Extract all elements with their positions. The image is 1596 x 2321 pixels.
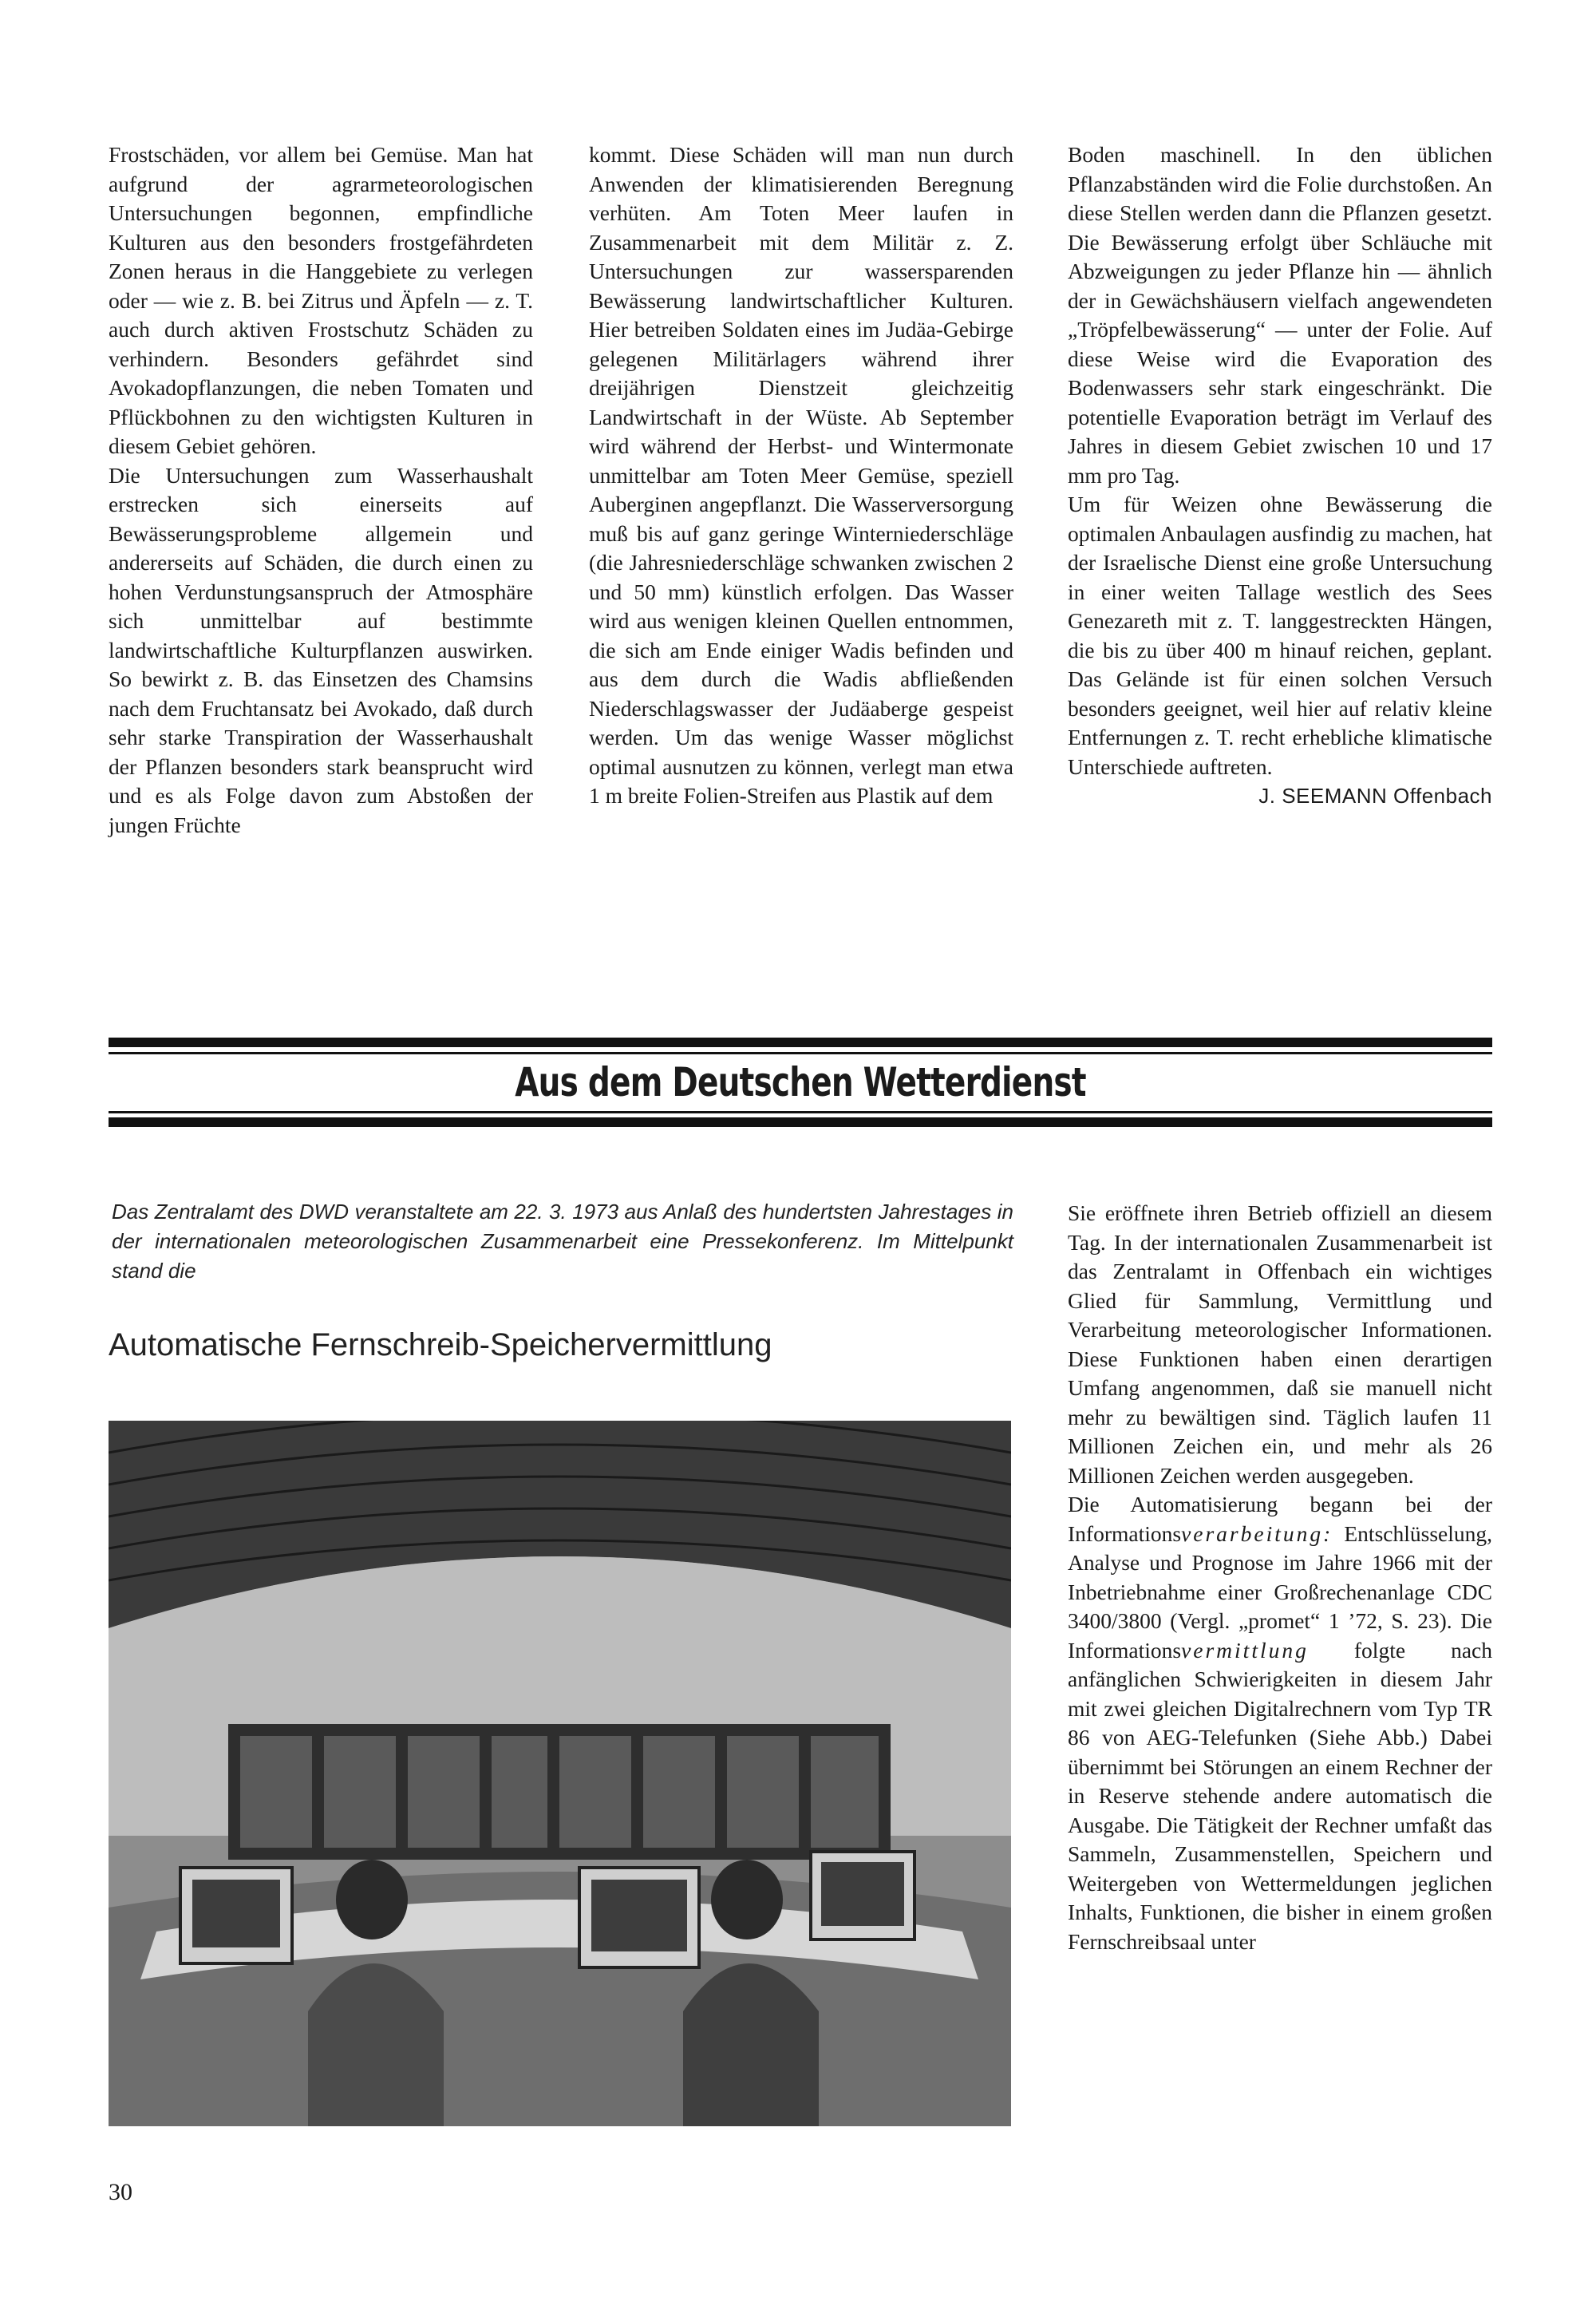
text-column-2 [589, 140, 1013, 811]
text-column-3 [1068, 140, 1492, 811]
page-number: 30 [109, 2179, 132, 2205]
divider-rule [109, 1052, 1492, 1054]
divider-rule [109, 1117, 1492, 1127]
text-run: folgte nach anfänglichen Schwierigkeiten in diesem Jahr mit zwei gleichen Digitalrechnern vom Typ TR 86 von AEG-Telefunken (Siehe Abb.) Dabei übernimmt bei Störungen an einem Rechner der in Reserve stehende andere automatisch die Ausgabe. Die Tätigkeit der Rechner umfaßt das Sammeln, Zusammenstellen, Speichern und Weitergeben von Wettermeldungen jeglichen Inhalts, Funktionen, die bisher in einem großen Fernschreibsaal unter [1068, 1637, 1492, 1954]
paragraph: kommt. Diese Schäden will man nun durch Anwenden der klimatisierenden Beregnung verhüten. Am Toten Meer laufen in Zusammenarbeit mit dem Militär z. Z. Untersuchungen zur wassersparenden Bewässerung landwirtschaftlicher Kulturen. Hier betreiben Soldaten eines im Judäa-Gebirge gelegenen Militärlagers während ihrer dreijährigen Dienstzeit gleichzeitig Landwirtschaft in der Wüste. Ab September wird während der Herbst- und Wintermonate unmittelbar am Toten Meer Gemüse, speziell Auberginen angepflanzt. Die Wasserversorgung muß bis auf ganz geringe Winterniederschläge (die Jahresniederschläge schwanken zwischen 2 und 50 mm) künstlich erfolgen. Das Wasser wird aus wenigen kleinen Quellen entnommen, die sich am Ende einiger Wadis befinden und aus dem durch die Wadis abfließenden Niederschlagswasser der Judäaberge gespeist werden. Um das wenige Wasser möglichst optimal ausnutzen zu können, verlegt man etwa 1 m breite Folien-Streifen aus Plastik auf dem [589, 142, 1013, 808]
section-banner: Aus dem Deutschen Wetterdienst [515, 1059, 1086, 1105]
paragraph: Boden maschinell. In den üblichen Pflanzabständen wird die Folie durchstoßen. An diese Stellen werden dann die Pflanzen gesetzt. Die Bewässerung erfolgt über Schläuche mit Abzweigungen zu jeder Pflanze hin — ähnlich der in Gewächshäusern vielfach angewendeten „Tröpfelbewässerung“ — unter der Folie. Auf diese Weise wird die Evaporation des Bodenwassers sehr stark eingeschränkt. Die potentielle Evaporation beträgt im Verlauf des Jahres in diesem Gebiet zwischen 10 und 17 mm pro Tag. [1068, 142, 1492, 488]
paragraph: Die Untersuchungen zum Wasserhaushalt erstrecken sich einerseits auf Bewässerungsprobleme allgemein und andererseits auf Schäden, die durch einen zu hohen Verdunstungsanspruch der Atmosphäre sich unmittelbar auf bestimmte landwirtschaftliche Kulturpflanzen auswirken. So bewirkt z. B. das Einsetzen des Chamsins nach dem Fruchtansatz bei Avokado, daß durch sehr starke Transpiration der Wasserhaushalt der Pflanzen besonders stark beansprucht wird und es als Folge davon zum Abstoßen der jungen Früchte [109, 462, 533, 837]
paragraph [1068, 1490, 1492, 1956]
computer-room-photo [109, 1421, 1011, 2126]
text-column-1 [109, 140, 533, 840]
emphasis-text: verarbeitung: [1181, 1520, 1333, 1546]
text-run: Entschlüsselung, Analyse und Prognose im Jahre 1966 mit der Inbetriebnahme einer Großrechenanlage CDC 3400/3800 (Vergl. „promet“ 1 ’72, S. 23). Die Informations [1068, 1520, 1492, 1663]
paragraph: Frostschäden, vor allem bei Gemüse. Man hat aufgrund der agrarmeteorologischen Untersuchungen begonnen, empfindliche Kulturen aus den besonders frostgefährdeten Zonen heraus in die Hanggebiete zu verlegen oder — wie z. B. bei Zitrus und Äpfeln — z. T. auch durch aktiven Frostschutz Schäden zu verhindern. Besonders gefährdet sind Avokadopflanzungen, die neben Tomaten und Pflückbohnen zu den wichtigsten Kulturen in diesem Gebiet gehören. [109, 142, 533, 458]
article-intro: Das Zentralamt des DWD veranstaltete am 22. 3. 1973 aus Anlaß des hundertsten Jahrestages in der internationalen meteorologischen Zusammenarbeit eine Pressekonferenz. Im Mittelpunkt stand die [112, 1200, 1013, 1283]
divider-rule [109, 1111, 1492, 1113]
text-column-right [1068, 1199, 1492, 1956]
paragraph: Sie eröffnete ihren Betrieb offiziell an diesem Tag. In der internationalen Zusammenarbeit ist das Zentralamt in Offenbach ein wichtiges Glied für Sammlung, Vermittlung und Verarbeitung meteorologischer Informationen. Diese Funktionen haben einen derartigen Umfang angenommen, daß sie manuell nicht mehr zu bewältigen sind. Täglich laufen 11 Millionen Zeichen ein, und mehr als 26 Millionen Zeichen werden ausgegeben. [1068, 1200, 1492, 1488]
divider-rule [109, 1038, 1492, 1047]
paragraph: Um für Weizen ohne Bewässerung die optimalen Anbaulagen ausfindig zu machen, hat der Israelische Dienst eine große Untersuchung in einer weiten Tallage westlich des Sees Genezareth mit z. T. langgestreckten Hängen, die bis zu über 400 m hinauf reichen, geplant. Das Gelände ist für einen solchen Versuch besonders geeignet, weil hier auf relativ kleine Entfernungen z. T. recht erhebliche klimatische Unterschiede auftreten. [1068, 492, 1492, 779]
emphasis-text: vermittlung [1181, 1637, 1309, 1663]
article-title: Automatische Fernschreib-Speichervermittlung [109, 1327, 772, 1362]
text-run: Die Automatisierung begann bei der Informations [1068, 1492, 1492, 1546]
author-signature: J. SEEMANN Offenbach [1258, 784, 1492, 808]
